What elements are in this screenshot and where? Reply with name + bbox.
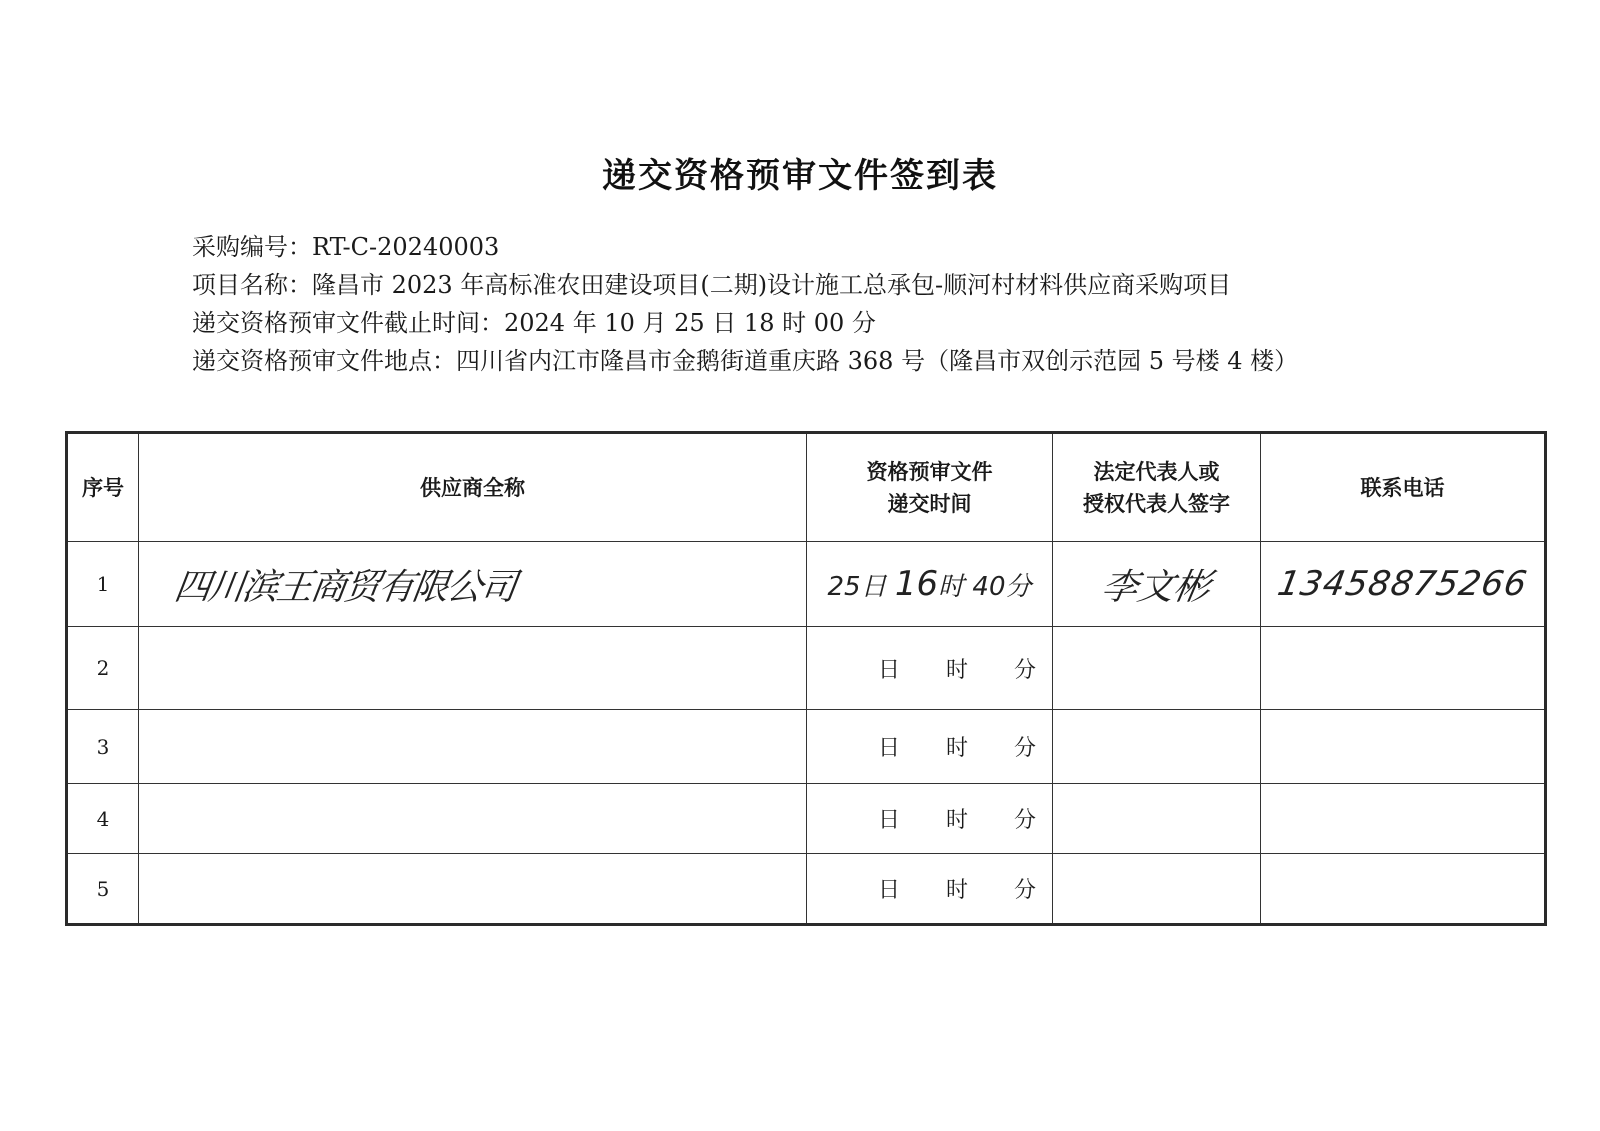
submission-time-cell[interactable] <box>807 542 1053 627</box>
header-supplier: 供应商全称 <box>139 433 807 542</box>
time-placeholder <box>878 873 1036 904</box>
hour-unit-label: 时 <box>945 878 968 903</box>
supplier-name-cell[interactable] <box>139 710 807 784</box>
signature-cell[interactable] <box>1053 854 1261 925</box>
header-time-line1: 资格预审文件 <box>866 459 993 484</box>
document-info <box>192 228 1432 380</box>
header-sign-line1: 法定代表人或 <box>1093 459 1220 484</box>
time-placeholder <box>878 653 1036 684</box>
header-time-line2: 递交时间 <box>887 491 972 516</box>
day-unit-label: 日 <box>878 736 901 761</box>
minute-unit-label: 分 <box>1013 878 1036 903</box>
time-handwritten <box>827 564 1032 604</box>
table-row <box>67 542 1546 627</box>
table-row <box>67 854 1546 925</box>
minute-unit-label: 分 <box>1013 808 1036 833</box>
time-day-value: 25 <box>827 572 861 602</box>
submission-time-cell[interactable] <box>807 710 1053 784</box>
table-row <box>67 710 1546 784</box>
table-header-row <box>67 433 1546 542</box>
supplier-name-cell[interactable] <box>139 542 807 627</box>
table-row <box>67 784 1546 854</box>
day-unit-label: 日 <box>878 657 901 683</box>
day-unit-label: 日 <box>878 878 901 903</box>
row-seq: 2 <box>67 627 139 710</box>
signature-cell[interactable] <box>1053 784 1261 854</box>
time-placeholder <box>878 803 1036 834</box>
table-row <box>67 627 1546 710</box>
procurement-number: 采购编号：RT-C-20240003 <box>192 233 500 261</box>
day-unit-label: 日 <box>878 808 901 833</box>
time-minute-value: 40 <box>972 572 1006 602</box>
phone-cell[interactable] <box>1261 784 1546 854</box>
header-sign-line2: 授权代表人签字 <box>1083 491 1230 516</box>
header-submission-time <box>807 433 1053 542</box>
header-seq: 序号 <box>67 433 139 542</box>
time-minute-unit: 分 <box>1005 572 1032 602</box>
submission-time-cell[interactable] <box>807 627 1053 710</box>
phone-cell[interactable] <box>1261 542 1546 627</box>
header-signature <box>1053 433 1261 542</box>
submission-location: 递交资格预审文件地点：四川省内江市隆昌市金鹅街道重庆路 368 号（隆昌市双创示范园 5 号楼 4 楼） <box>192 347 1299 375</box>
submission-deadline: 递交资格预审文件截止时间：2024 年 10 月 25 日 18 时 00 分 <box>192 309 876 337</box>
hour-unit-label: 时 <box>945 657 968 683</box>
time-placeholder <box>878 731 1036 762</box>
minute-unit-label: 分 <box>1013 736 1036 761</box>
hour-unit-label: 时 <box>945 736 968 761</box>
phone-cell[interactable] <box>1261 710 1546 784</box>
supplier-name-cell[interactable] <box>139 784 807 854</box>
phone-handwritten: 13458875266 <box>1274 564 1531 604</box>
hour-unit-label: 时 <box>945 808 968 833</box>
row-seq: 4 <box>67 784 139 854</box>
sign-in-table <box>65 431 1547 926</box>
signature-cell[interactable] <box>1053 627 1261 710</box>
submission-time-cell[interactable] <box>807 854 1053 925</box>
submission-time-cell[interactable] <box>807 784 1053 854</box>
row-seq: 3 <box>67 710 139 784</box>
time-day-unit: 日 <box>860 572 887 602</box>
supplier-name-cell[interactable] <box>139 854 807 925</box>
phone-cell[interactable] <box>1261 854 1546 925</box>
signature-cell[interactable] <box>1053 542 1261 627</box>
header-phone: 联系电话 <box>1261 433 1546 542</box>
page-title: 递交资格预审文件签到表 <box>602 156 998 196</box>
time-hour-value: 16 <box>894 564 939 604</box>
supplier-name-handwritten: 四川滨王商贸有限公司 <box>171 566 518 608</box>
minute-unit-label: 分 <box>1013 657 1036 683</box>
signature-handwritten: 李文彬 <box>1098 566 1214 608</box>
project-name: 项目名称：隆昌市 2023 年高标准农田建设项目(二期)设计施工总承包-顺河村材料供应商采购项目 <box>192 271 1232 299</box>
phone-cell[interactable] <box>1261 627 1546 710</box>
time-hour-unit: 时 <box>938 572 965 602</box>
supplier-name-cell[interactable] <box>139 627 807 710</box>
row-seq: 1 <box>67 542 139 627</box>
row-seq: 5 <box>67 854 139 925</box>
signature-cell[interactable] <box>1053 710 1261 784</box>
